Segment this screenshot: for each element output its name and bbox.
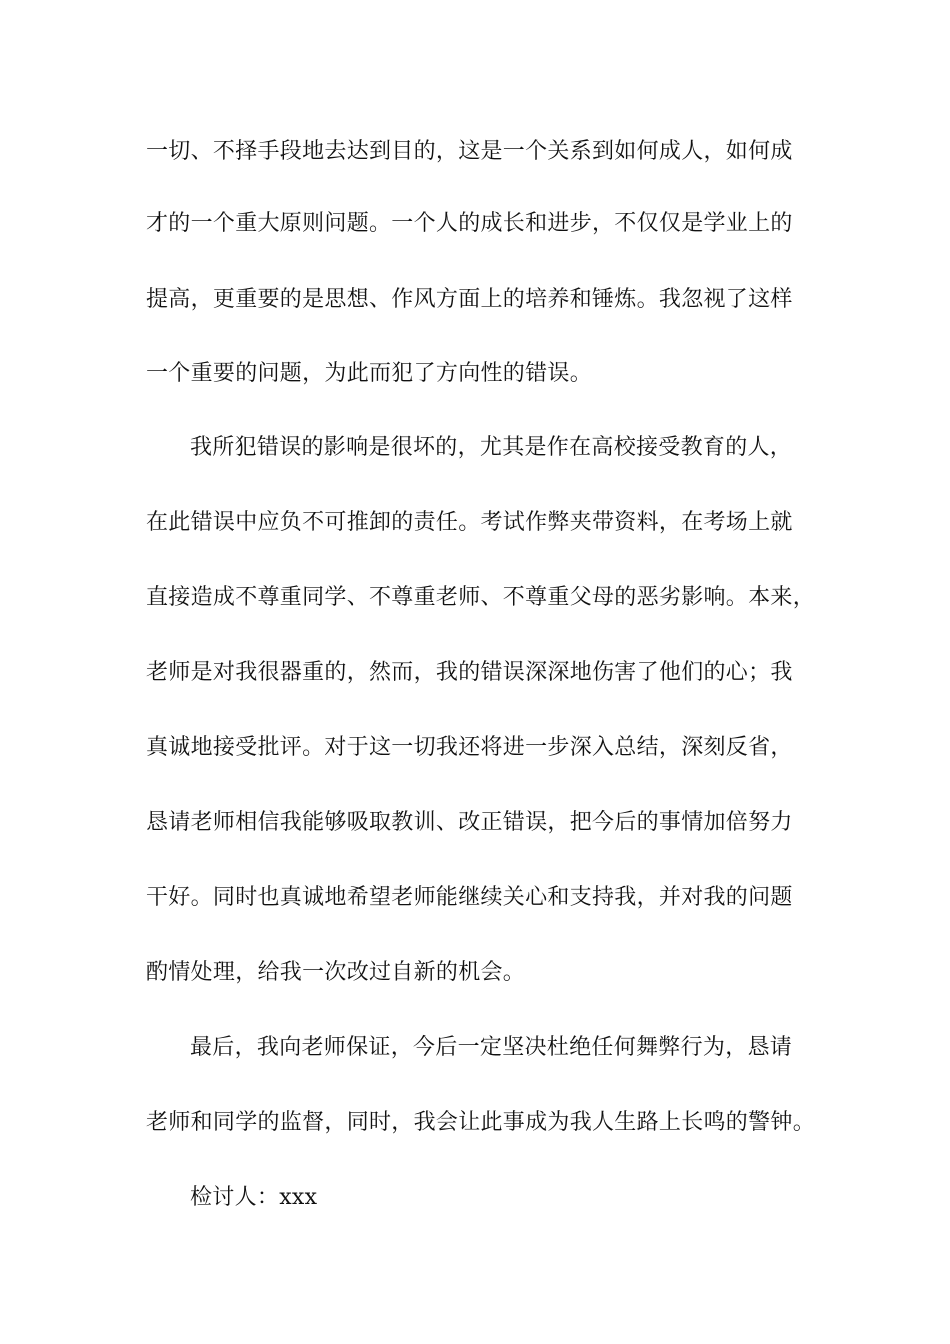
text-line-12: 酌情处理，给我一次改过自新的机会。 <box>146 960 526 985</box>
text-line-7: 直接造成不尊重同学、不尊重老师、不尊重父母的恶劣影响。本来， <box>146 585 816 610</box>
text-line-1: 一切、不择手段地去达到目的，这是一个关系到如何成人，如何成 <box>146 139 793 164</box>
text-line-10: 恳请老师相信我能够吸取教训、改正错误，把今后的事情加倍努力 <box>146 810 793 835</box>
text-line-4: 一个重要的问题，为此而犯了方向性的错误。 <box>146 361 593 386</box>
text-line-6: 在此错误中应负不可推卸的责任。考试作弊夹带资料，在考场上就 <box>146 510 793 535</box>
signature: 检讨人：xxx <box>190 1185 318 1210</box>
text-line-13: 最后，我向老师保证，今后一定坚决杜绝任何舞弊行为，恳请 <box>190 1035 793 1060</box>
text-line-5: 我所犯错误的影响是很坏的，尤其是作在高校接受教育的人， <box>190 435 793 460</box>
text-line-2: 才的一个重大原则问题。一个人的成长和进步，不仅仅是学业上的 <box>146 211 793 236</box>
text-line-11: 干好。同时也真诚地希望老师能继续关心和支持我，并对我的问题 <box>146 885 793 910</box>
text-line-14: 老师和同学的监督，同时，我会让此事成为我人生路上长鸣的警钟。 <box>146 1110 816 1135</box>
text-line-9: 真诚地接受批评。对于这一切我还将进一步深入总结，深刻反省， <box>146 735 793 760</box>
text-line-3: 提高，更重要的是思想、作风方面上的培养和锤炼。我忽视了这样 <box>146 287 793 312</box>
text-line-8: 老师是对我很器重的，然而，我的错误深深地伤害了他们的心；我 <box>146 660 793 685</box>
